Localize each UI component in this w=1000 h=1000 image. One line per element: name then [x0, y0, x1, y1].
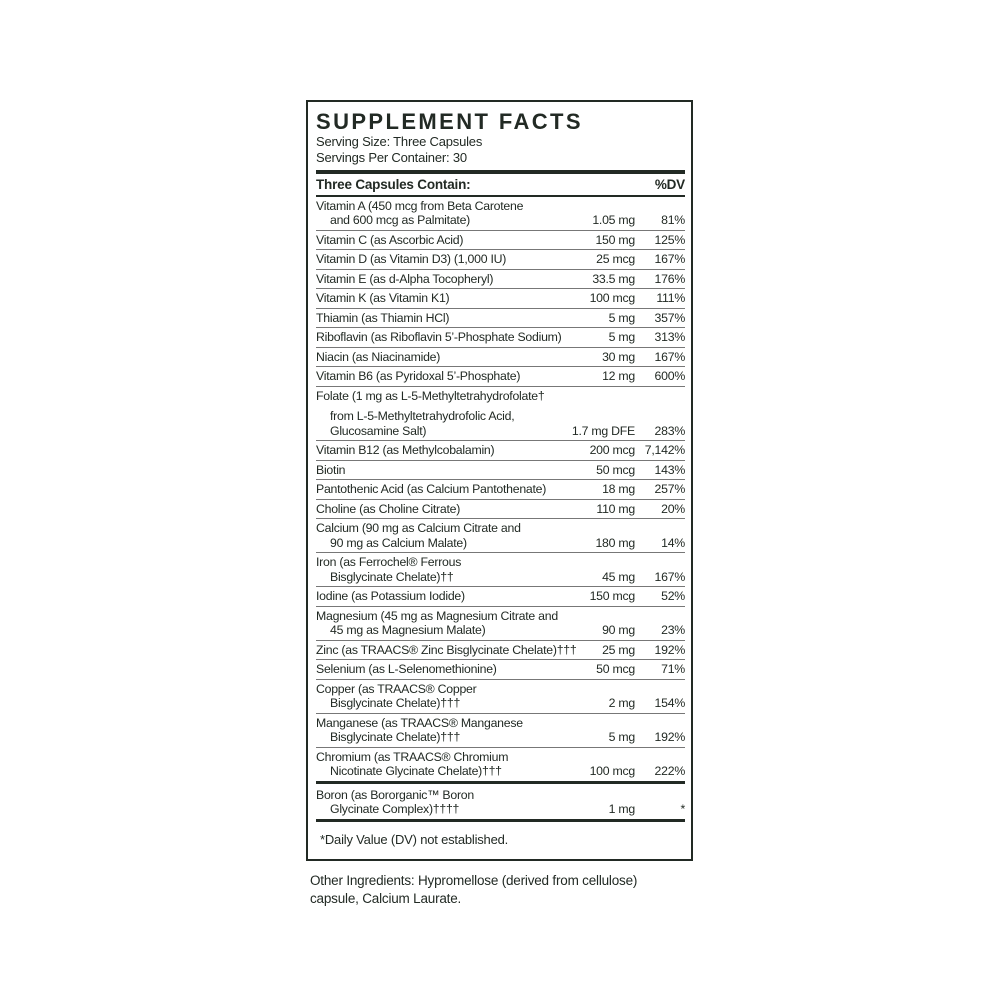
ingredient-amount: 45 mg: [602, 569, 635, 584]
table-row: [316, 552, 685, 586]
ingredient-dv: 257%: [654, 482, 685, 497]
ingredient-name-line: Copper (as TRAACS® Copper: [316, 681, 477, 696]
ingredient-dv: 71%: [661, 662, 685, 677]
ingredient-amount: 12 mg: [602, 369, 635, 384]
ingredient-amount: 1 mg: [608, 802, 635, 817]
ingredient-amount: 25 mcg: [596, 252, 635, 267]
table-rows: [316, 197, 685, 819]
table-row: [316, 288, 685, 308]
ingredient-name-line: Folate (1 mg as L-5-Methyltetrahydrofolate†: [316, 388, 545, 403]
table-row: [316, 347, 685, 367]
ingredient-dv: 111%: [656, 291, 685, 306]
ingredient-dv: 357%: [654, 310, 685, 325]
ingredient-dv: 176%: [654, 271, 685, 286]
table-row: [316, 606, 685, 640]
table-row: [316, 460, 685, 480]
ingredient-name-line: Vitamin B6 (as Pyridoxal 5’-Phosphate): [316, 369, 521, 384]
ingredient-name-line: Glucosamine Salt): [330, 423, 427, 438]
ingredient-amount: 33.5 mg: [592, 271, 635, 286]
ingredient-name-line: Selenium (as L-Selenomethionine): [316, 662, 497, 677]
ingredient-name-line: Biotin: [316, 462, 346, 477]
ingredient-amount: 90 mg: [602, 623, 635, 638]
ingredient-dv: 192%: [654, 642, 685, 657]
ingredient-name-line: Vitamin C (as Ascorbic Acid): [316, 232, 464, 247]
ingredient-name-line: Vitamin K (as Vitamin K1): [316, 291, 450, 306]
ingredient-dv: 52%: [661, 589, 685, 604]
ingredient-dv: 222%: [654, 764, 685, 779]
ingredient-name-line: Boron (as Bororganic™ Boron: [316, 787, 474, 802]
ingredient-amount: 180 mg: [595, 535, 635, 550]
ingredient-dv: 143%: [654, 462, 685, 477]
ingredient-amount: 25 mg: [602, 642, 635, 657]
ingredient-name-line: Iron (as Ferrochel® Ferrous: [316, 555, 462, 570]
ingredient-name-line: Pantothenic Acid (as Calcium Pantothenate): [316, 482, 547, 497]
table-row: [316, 781, 685, 819]
ingredient-name-line: Iodine (as Potassium Iodide): [316, 589, 465, 604]
table-row: [316, 640, 685, 660]
ingredient-amount: 30 mg: [602, 349, 635, 364]
ingredient-name-line: Zinc (as TRAACS® Zinc Bisglycinate Chelate)†††: [316, 642, 577, 657]
column-header-dv: %DV: [654, 176, 685, 192]
ingredient-amount: 200 mcg: [589, 443, 635, 458]
ingredient-name-line: Vitamin D (as Vitamin D3) (1,000 IU): [316, 252, 507, 267]
table-row: [316, 386, 685, 441]
ingredient-dv: 167%: [654, 349, 685, 364]
ingredient-name-line: Chromium (as TRAACS® Chromium: [316, 749, 509, 764]
table-row: [316, 249, 685, 269]
table-row: [316, 713, 685, 747]
ingredient-dv: 167%: [654, 569, 685, 584]
ingredient-amount: 1.7 mg DFE: [571, 423, 635, 438]
ingredient-dv: *: [680, 802, 685, 817]
table-row: [316, 659, 685, 679]
ingredient-name-line: Magnesium (45 mg as Magnesium Citrate and: [316, 608, 558, 623]
table-row: [316, 327, 685, 347]
ingredient-amount: 50 mcg: [596, 462, 635, 477]
ingredient-dv: 192%: [654, 730, 685, 745]
ingredient-name-line: 90 mg as Calcium Malate): [330, 535, 467, 550]
panel-title: SUPPLEMENT FACTS: [316, 109, 583, 134]
ingredient-name-line: Niacin (as Niacinamide): [316, 349, 441, 364]
ingredient-amount: 5 mg: [608, 330, 635, 345]
table-column-header: [316, 174, 685, 195]
ingredient-dv: 7,142%: [644, 443, 685, 458]
table-row: [316, 230, 685, 250]
column-header-ingredients: Three Capsules Contain:: [316, 176, 471, 192]
table-row: [316, 586, 685, 606]
ingredient-name-line: from L-5-Methyltetrahydrofolic Acid,: [330, 409, 515, 424]
ingredient-amount: 2 mg: [608, 696, 635, 711]
serving-size: Serving Size: Three Capsules: [316, 134, 483, 150]
table-row: [316, 197, 685, 230]
ingredient-dv: 23%: [661, 623, 685, 638]
table-row: [316, 518, 685, 552]
table-row: [316, 269, 685, 289]
ingredient-name-line: Bisglycinate Chelate)††: [330, 569, 454, 584]
ingredient-name-line: Choline (as Choline Citrate): [316, 501, 461, 516]
ingredient-dv: 81%: [661, 213, 685, 228]
ingredient-name-line: Bisglycinate Chelate)†††: [330, 730, 461, 745]
ingredient-dv: 600%: [654, 369, 685, 384]
ingredient-amount: 1.05 mg: [592, 213, 635, 228]
ingredient-dv: 20%: [661, 501, 685, 516]
servings-per-container: Servings Per Container: 30: [316, 150, 467, 166]
ingredient-name-line: Calcium (90 mg as Calcium Citrate and: [316, 521, 521, 536]
ingredient-name-line: Riboflavin (as Riboflavin 5’-Phosphate Sodium): [316, 330, 562, 345]
ingredient-name-line: Manganese (as TRAACS® Manganese: [316, 715, 523, 730]
ingredient-name-line: Bisglycinate Chelate)†††: [330, 696, 461, 711]
ingredient-dv: 167%: [654, 252, 685, 267]
ingredient-name-line: Glycinate Complex)††††: [330, 802, 460, 817]
ingredient-amount: 100 mcg: [589, 291, 635, 306]
other-ingredients: Other Ingredients: Hypromellose (derived from cellulose) capsule, Calcium Laurate.: [310, 873, 638, 907]
ingredient-name-line: Vitamin E (as d-Alpha Tocopheryl): [316, 271, 494, 286]
ingredient-amount: 50 mcg: [596, 662, 635, 677]
ingredient-name-line: Thiamin (as Thiamin HCl): [316, 310, 450, 325]
ingredient-dv: 283%: [654, 423, 685, 438]
table-row: [316, 747, 685, 781]
ingredient-amount: 5 mg: [608, 730, 635, 745]
ingredient-name-line: Vitamin B12 (as Methylcobalamin): [316, 443, 495, 458]
table-row: [316, 679, 685, 713]
ingredient-amount: 150 mg: [595, 232, 635, 247]
table-row: [316, 366, 685, 386]
ingredient-amount: 5 mg: [608, 310, 635, 325]
table-row: [316, 499, 685, 519]
table-row: [316, 479, 685, 499]
table-row: [316, 308, 685, 328]
ingredient-name-line: and 600 mcg as Palmitate): [330, 213, 471, 228]
ingredient-dv: 14%: [661, 535, 685, 550]
ingredient-amount: 150 mcg: [589, 589, 635, 604]
supplement-facts-panel: [306, 100, 693, 861]
ingredient-amount: 100 mcg: [589, 764, 635, 779]
ingredient-amount: 18 mg: [602, 482, 635, 497]
ingredient-dv: 125%: [654, 232, 685, 247]
table-row: [316, 440, 685, 460]
ingredient-dv: 154%: [654, 696, 685, 711]
ingredient-amount: 110 mg: [596, 501, 635, 516]
ingredient-name-line: Nicotinate Glycinate Chelate)†††: [330, 764, 502, 779]
dv-footnote: *Daily Value (DV) not established.: [316, 819, 685, 859]
ingredient-dv: 313%: [654, 330, 685, 345]
ingredient-name-line: 45 mg as Magnesium Malate): [330, 623, 486, 638]
ingredient-name-line: Vitamin A (450 mcg from Beta Carotene: [316, 198, 524, 213]
